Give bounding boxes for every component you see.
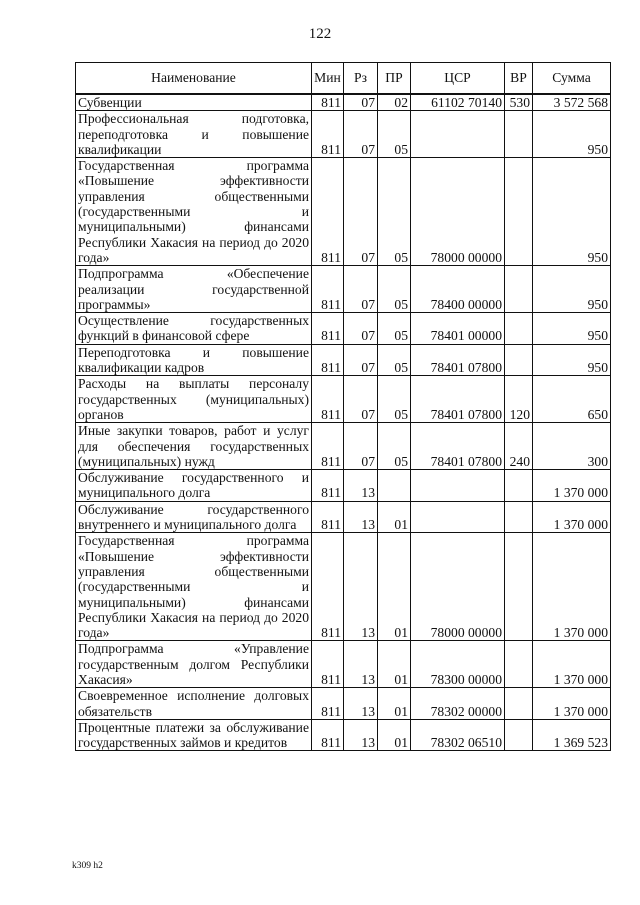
cell-rz: 07 xyxy=(344,266,378,313)
cell-rz: 07 xyxy=(344,94,378,111)
table-row xyxy=(76,111,611,158)
table-row xyxy=(76,719,611,751)
cell-min: 811 xyxy=(312,313,344,345)
table-row xyxy=(76,94,611,111)
cell-name: Обслуживание государственного и муниципального долга xyxy=(76,470,312,502)
cell-vr xyxy=(505,158,533,266)
cell-vr xyxy=(505,470,533,502)
header-vr: ВР xyxy=(505,63,533,95)
cell-csr xyxy=(411,470,505,502)
cell-pr: 01 xyxy=(378,533,411,641)
cell-csr: 78401 07800 xyxy=(411,423,505,470)
cell-csr: 78400 00000 xyxy=(411,266,505,313)
cell-min: 811 xyxy=(312,266,344,313)
cell-min: 811 xyxy=(312,719,344,751)
cell-rz: 07 xyxy=(344,111,378,158)
header-rz: Рз xyxy=(344,63,378,95)
header-pr: ПР xyxy=(378,63,411,95)
cell-pr xyxy=(378,470,411,502)
cell-pr: 01 xyxy=(378,688,411,720)
cell-rz: 07 xyxy=(344,344,378,376)
cell-pr: 05 xyxy=(378,423,411,470)
cell-csr: 78401 00000 xyxy=(411,313,505,345)
cell-vr xyxy=(505,266,533,313)
cell-csr: 78401 07800 xyxy=(411,344,505,376)
cell-pr: 01 xyxy=(378,641,411,688)
cell-pr: 05 xyxy=(378,376,411,423)
cell-sum: 950 xyxy=(533,313,611,345)
cell-sum: 950 xyxy=(533,111,611,158)
cell-vr xyxy=(505,688,533,720)
cell-name: Иные закупки товаров, работ и услуг для обеспечения государственных (муниципальных) нужд xyxy=(76,423,312,470)
table-row xyxy=(76,533,611,641)
cell-sum: 1 370 000 xyxy=(533,533,611,641)
table-row xyxy=(76,501,611,533)
table-row xyxy=(76,641,611,688)
cell-csr: 78300 00000 xyxy=(411,641,505,688)
cell-sum: 950 xyxy=(533,344,611,376)
cell-sum: 650 xyxy=(533,376,611,423)
cell-vr: 120 xyxy=(505,376,533,423)
header-sum: Сумма xyxy=(533,63,611,95)
cell-sum: 1 370 000 xyxy=(533,688,611,720)
cell-sum: 1 370 000 xyxy=(533,641,611,688)
cell-rz: 13 xyxy=(344,533,378,641)
cell-name: Подпрограмма «Управление государственным долгом Республики Хакасия» xyxy=(76,641,312,688)
cell-csr: 78302 06510 xyxy=(411,719,505,751)
cell-csr xyxy=(411,501,505,533)
table-row xyxy=(76,344,611,376)
cell-csr: 78302 00000 xyxy=(411,688,505,720)
footer-code: k309 h2 xyxy=(72,861,103,871)
cell-rz: 13 xyxy=(344,688,378,720)
cell-csr: 78401 07800 xyxy=(411,376,505,423)
cell-name: Своевременное исполнение долговых обязательств xyxy=(76,688,312,720)
cell-vr xyxy=(505,313,533,345)
cell-sum: 1 369 523 xyxy=(533,719,611,751)
table-row xyxy=(76,423,611,470)
cell-rz: 07 xyxy=(344,313,378,345)
cell-vr xyxy=(505,719,533,751)
cell-name: Переподготовка и повышение квалификации кадров xyxy=(76,344,312,376)
cell-name: Государственная программа «Повышение эффективности управления общественными (государственными и муниципальными) финансами Республики Хакасия на период до 2020 года» xyxy=(76,533,312,641)
cell-pr: 05 xyxy=(378,344,411,376)
cell-name: Процентные платежи за обслуживание государственных займов и кредитов xyxy=(76,719,312,751)
header-name: Наименование xyxy=(76,63,312,95)
table-row xyxy=(76,688,611,720)
cell-min: 811 xyxy=(312,158,344,266)
table-row xyxy=(76,158,611,266)
header-csr: ЦСР xyxy=(411,63,505,95)
table-row xyxy=(76,470,611,502)
cell-vr xyxy=(505,501,533,533)
cell-name: Расходы на выплаты персоналу государственных (муниципальных) органов xyxy=(76,376,312,423)
cell-csr: 78000 00000 xyxy=(411,158,505,266)
cell-vr xyxy=(505,533,533,641)
cell-min: 811 xyxy=(312,533,344,641)
cell-rz: 07 xyxy=(344,158,378,266)
cell-vr: 240 xyxy=(505,423,533,470)
cell-min: 811 xyxy=(312,376,344,423)
cell-vr xyxy=(505,641,533,688)
cell-min: 811 xyxy=(312,344,344,376)
cell-rz: 13 xyxy=(344,719,378,751)
cell-min: 811 xyxy=(312,501,344,533)
cell-sum: 300 xyxy=(533,423,611,470)
cell-sum: 3 572 568 xyxy=(533,94,611,111)
cell-vr xyxy=(505,344,533,376)
cell-name: Государственная программа «Повышение эффективности управления общественными (государственными и муниципальными) финансами Республики Хакасия на период до 2020 года» xyxy=(76,158,312,266)
cell-pr: 05 xyxy=(378,266,411,313)
cell-sum: 1 370 000 xyxy=(533,501,611,533)
cell-name: Обслуживание государственного внутреннего и муниципального долга xyxy=(76,501,312,533)
cell-min: 811 xyxy=(312,423,344,470)
cell-csr: 78000 00000 xyxy=(411,533,505,641)
cell-pr: 01 xyxy=(378,719,411,751)
cell-sum: 950 xyxy=(533,266,611,313)
cell-rz: 07 xyxy=(344,423,378,470)
table-row xyxy=(76,313,611,345)
cell-name: Профессиональная подготовка, переподготовка и повышение квалификации xyxy=(76,111,312,158)
cell-pr: 01 xyxy=(378,501,411,533)
cell-min: 811 xyxy=(312,94,344,111)
cell-rz: 13 xyxy=(344,641,378,688)
cell-vr: 530 xyxy=(505,94,533,111)
header-min: Мин xyxy=(312,63,344,95)
cell-min: 811 xyxy=(312,470,344,502)
cell-min: 811 xyxy=(312,111,344,158)
budget-table xyxy=(75,62,611,751)
cell-sum: 950 xyxy=(533,158,611,266)
table-header-row xyxy=(76,63,611,95)
cell-csr xyxy=(411,111,505,158)
cell-csr: 61102 70140 xyxy=(411,94,505,111)
cell-name: Осуществление государственных функций в финансовой сфере xyxy=(76,313,312,345)
cell-min: 811 xyxy=(312,641,344,688)
table-row xyxy=(76,376,611,423)
cell-pr: 02 xyxy=(378,94,411,111)
cell-pr: 05 xyxy=(378,158,411,266)
cell-rz: 13 xyxy=(344,501,378,533)
cell-name: Субвенции xyxy=(76,94,312,111)
cell-pr: 05 xyxy=(378,313,411,345)
cell-sum: 1 370 000 xyxy=(533,470,611,502)
page-number: 122 xyxy=(308,26,332,42)
cell-name: Подпрограмма «Обеспечение реализации государственной программы» xyxy=(76,266,312,313)
cell-min: 811 xyxy=(312,688,344,720)
cell-rz: 07 xyxy=(344,376,378,423)
cell-rz: 13 xyxy=(344,470,378,502)
table-row xyxy=(76,266,611,313)
cell-vr xyxy=(505,111,533,158)
table-body xyxy=(76,94,611,751)
cell-pr: 05 xyxy=(378,111,411,158)
